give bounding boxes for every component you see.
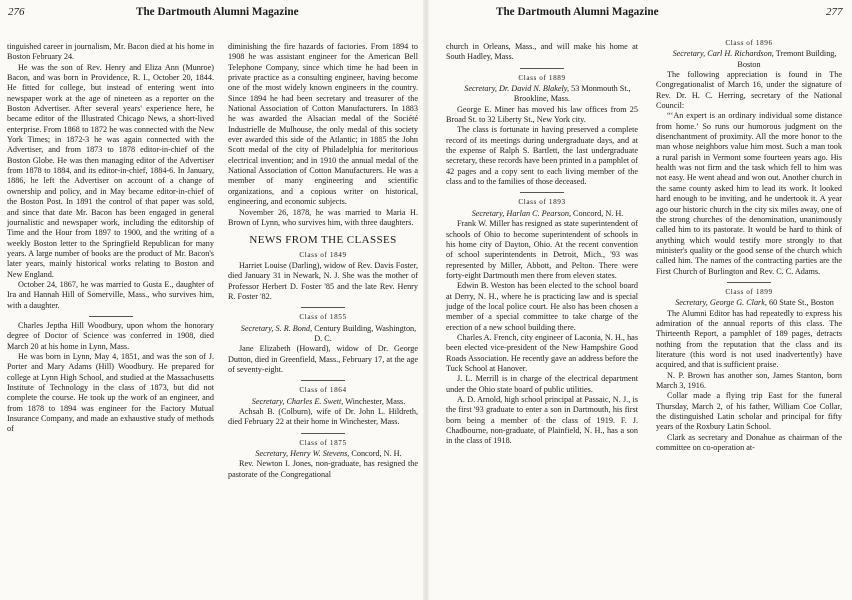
- divider: [301, 307, 345, 308]
- class-secretary: Secretary, Harlan C. Pearson, Concord, N. H.: [471, 208, 624, 218]
- column-1: [7, 42, 214, 435]
- class-note: N. P. Brown has another son, James Stanton, born March 3, 1916.: [656, 370, 842, 390]
- class-secretary: Secretary, Dr. David N. Blakely, 53 Monmouth St., Brookline, Mass.: [464, 84, 631, 104]
- column-2: [656, 38, 842, 453]
- class-heading: Class of 1899: [725, 287, 773, 296]
- class-note: Frank W. Miller has resigned as state superintendent of schools of Ohio to become superintendent of schools in his home city of Dayton, Ohio. At the recent convention of school superintendents in Detroit, Mich., '93 was represented by Miller, Abbott, and Pelton. There were forty-eight Dartmouth men there from eleven states.: [446, 219, 638, 280]
- obituary-paragraph: He was born in Lynn, May 4, 1851, and was the son of J. Porter and Mary Adams (Hill) Woodbury. He prepared for college at Lynn High School, and studied at the Massachusetts Institute of Technology in the class of 1873, but did not complete the course. He took up the work of an engineer, and from 1878 to 1894 was engineer for the Factory Mutual Insurance Company, and made an exhaustive study of methods of: [7, 351, 214, 434]
- right-page: [426, 0, 852, 600]
- class-secretary: Secretary, Carl H. Richardson, Tremont Building, Boston: [672, 49, 837, 69]
- column-2: [228, 42, 418, 480]
- running-head: The Dartmouth Alumni Magazine: [136, 6, 299, 18]
- obituary-paragraph: October 24, 1867, he was married to Gusta E., daughter of Ira and Hannah Hill of Somerville, Mass., who survives him, with a daughter.: [7, 279, 214, 310]
- class-heading: Class of 1889: [518, 73, 566, 82]
- class-note: Charles A. French, city engineer of Laconia, N. H., has been elected vice-president of the New Hampshire Good Roads Association. He recently gave an address before the Tuck School at Hanover.: [446, 332, 638, 373]
- running-head: The Dartmouth Alumni Magazine: [496, 6, 659, 18]
- page-number: 277: [826, 6, 843, 18]
- divider: [520, 192, 564, 193]
- class-secretary: Secretary, Charles E. Swett, Winchester, Mass.: [251, 396, 406, 406]
- section-heading: NEWS FROM THE CLASSES: [249, 234, 397, 247]
- page-number: 276: [8, 6, 25, 18]
- class-note: Achsah B. (Colburn), wife of Dr. John L. Hildreth, died February 22 at their home in Winchester, Mass.: [228, 407, 418, 427]
- class-note: The following appreciation is found in The Congregationalist of March 16, under the signature of Rev. Dr. H. C. Herring, secretary of the National Council:: [656, 70, 842, 111]
- class-heading: Class of 1893: [518, 198, 566, 207]
- class-note: “‘An expert is an ordinary individual some distance from home.’ So runs our humorous judgment on the disenchantment of proximity. All the more honor to the man whose neighbors value him most. Such a man took a rural parish in Vermont some fourteen years ago. His health was not firm and the task which fell to him was not easy. He went ahead and won out. Another church in the same county asked him to lead its work. It looked hard enough to be inviting, and he undertook it. A year ago our historic church in the city six miles away, one of the strong churches of the denomination, unanimously called him to its pastorate. It would be hard to think of anything which would testify more strongly to that minister's quality or the good sense of the church which called him. The names of the contracting parties are the First Church of Burlington and Rev. C. C. Adams.: [656, 111, 842, 276]
- class-note: Rev. Newton I. Jones, non-graduate, has resigned the pastorate of the Congregational: [228, 459, 418, 479]
- divider: [301, 380, 345, 381]
- class-note: church in Orleans, Mass., and will make his home at South Hadley, Mass.: [446, 42, 638, 62]
- class-note: George E. Miner has moved his law offices from 25 Broad St. to 32 Liberty St., New York city.: [446, 104, 638, 125]
- class-note: Clark as secretary and Donahue as chairman of the committee on co-operation at-: [656, 432, 842, 453]
- obituary-paragraph: Charles Jeptha Hill Woodbury, upon whom the honorary degree of Doctor of Science was conferred in 1908, died March 20 at his home in Lynn, Mass.: [7, 320, 214, 351]
- obituary-paragraph: diminishing the fire hazards of factories. From 1894 to 1908 he was assistant engineer for the American Bell Telephone Company, since which time he had been in private practice as a consulting engineer, having become one of the most widely known engineers in the country. Since 1894 he had been secretary and treasurer of the National Association of Cotton Manufacturers. In 1883 he was awarded the Alsacian medal of the Société Industrielle de Mulhouse, the only medal of this society ever awarded this side of the Atlantic; in 1885 the John Scott medal of the city of Philadelphia for meritorious electrical invention; and in 1910 the annual medal of the National Association of Cotton Manufacturers. He was a member of many engineering and scientific organizations, and a copious writer on historical, engineering, and economic subjects.: [228, 42, 418, 207]
- class-secretary: Secretary, George G. Clark, 60 State St., Boston: [675, 298, 834, 308]
- class-secretary: Secretary, S. R. Bond, Century Building, Washington, D. C.: [240, 323, 417, 343]
- divider: [301, 433, 345, 434]
- class-note: A. D. Arnold, high school principal at Passaic, N. J., is the first '93 graduate to enter a son in Dartmouth, his first born being a member of the class of 1919. F. J. Chadbourne, non-graduate, of Plainfield, N. H., has a son in the class of 1918.: [446, 395, 638, 446]
- class-heading: Class of 1855: [299, 313, 347, 322]
- divider: [89, 316, 133, 317]
- class-note: Collar made a flying trip East for the funeral Thursday, March 2, of his father, William Coe Collar, the distinguished Latin scholar and principal for fifty years of the Roxbury Latin School.: [656, 391, 842, 432]
- class-note: The class is fortunate in having preserved a complete record of its meetings during undergraduate days, and at the expense of Ralph S. Bartlett, the last undergraduate secretary, these records have been printed in a pamphlet of 42 pages and a copy sent to each living member of the class and to the families of those deceased.: [446, 125, 638, 187]
- class-heading: Class of 1875: [299, 438, 347, 447]
- column-1: [446, 42, 638, 447]
- class-heading: Class of 1896: [725, 39, 773, 47]
- class-note: Edwin B. Weston has been elected to the school board at Derry, N. H., where he is practicing law and is special judge of the local police court. He also has been chosen a member of a special committee to take charge of the erection of a new school building there.: [446, 281, 638, 332]
- class-note: The Alumni Editor has had repeatedly to express his admiration of the annual reports of this class. The Thirteenth Report, a pamphlet of 189 pages, detracts nothing from the reputation that the class and its literature (this word is not used inadvertently) have acquired, and that is sufficient praise.: [656, 308, 842, 370]
- class-note: J. L. Merrill is in charge of the electrical department under the Ohio state board of public utilities.: [446, 374, 638, 394]
- obituary-paragraph: tinguished career in journalism, Mr. Bacon died at his home in Boston February 24.: [7, 42, 214, 62]
- obituary-paragraph: He was the son of Rev. Henry and Eliza Ann (Munroe) Bacon, and was born in Providence, R. I., October 20, 1844. He fitted for college, but instead of entering went into newspaper work at the age of nineteen as a reporter on the Boston Advertiser. After several years' experience here, he became editor of the Illustrated Chicago News, a short-lived enterprise. From 1868 to 1872 he was connected with the New York Times; in 1872-3 he was again connected with the Advertiser, and from 1873 to 1878 editor-in-chief of the Boston Globe. He was then managing editor of the Advertiser from 1878 to 1884, and its editor-in-chief, 1884-6. In January, 1886, he left the Advertiser on account of a change of ownership and policy, and in May became editor-in-chief of the Boston Post. In 1891 the control of that paper was sold, and since that date Mr. Bacon has been engaged in general journalistic and newspaper work, including the editorship of Time and the Hour from 1897 to 1900, and the writing of a weekly Boston letter to the Springfield Republican for many years. A large number of books are the product of Mr. Bacon's later years, mainly historical works relating to Boston and New England.: [7, 62, 214, 279]
- class-heading: Class of 1864: [299, 386, 347, 395]
- class-heading: Class of 1849: [299, 250, 347, 259]
- class-note: Harriet Louise (Darling), widow of Rev. Davis Foster, died January 31 in Newark, N. J. She was the mother of Professor Herbert D. Foster '85 and the late Rev. Henry R. Foster '82.: [228, 260, 418, 301]
- class-secretary: Secretary, Henry W. Stevens, Concord, N. H.: [255, 449, 402, 459]
- divider: [520, 68, 564, 69]
- class-note: Jane Elizabeth (Howard), widow of Dr. George Dutton, died in Greenfield, Mass., February 17, at the age of seventy-eight.: [228, 344, 418, 374]
- divider: [727, 282, 771, 283]
- obituary-paragraph: November 26, 1878, he was married to Maria H. Brown of Lynn, who survives him, with three daughters.: [228, 207, 418, 227]
